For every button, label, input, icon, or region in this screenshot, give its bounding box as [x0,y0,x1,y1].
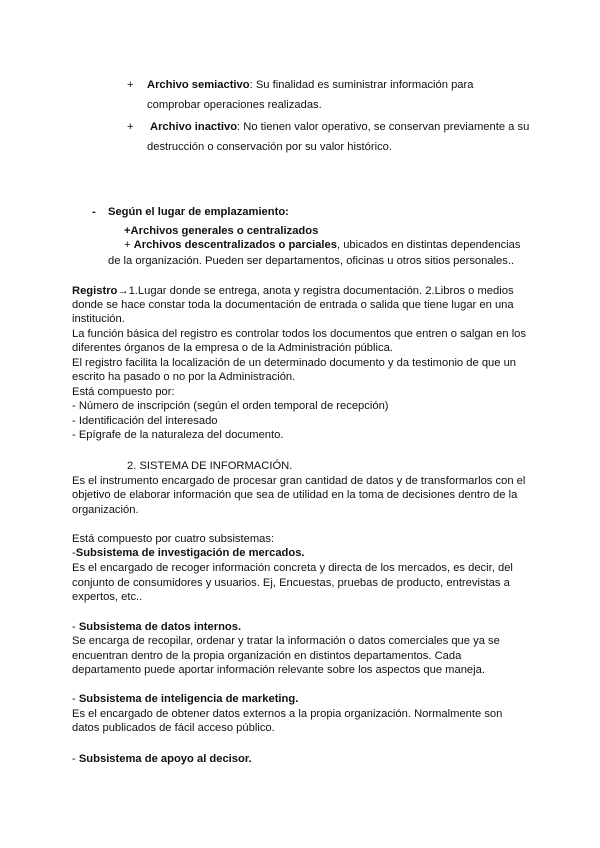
paragraph-line: Es el instrumento encargado de procesar gran cantidad de datos y de transformarlos con el [72,475,526,487]
paragraph-line: Está compuesto por cuatro subsistemas: [72,533,275,545]
bullet-marker: + [127,121,134,133]
paragraph-line: donde se hace constar toda la documentación de entrada o salida que tiene lugar en una [72,299,514,311]
paragraph-line: Se encarga de recopilar, ordenar y tratar la información o datos comerciales que ya se [72,635,500,647]
paragraph-line: Está compuesto por: [72,386,175,398]
paragraph-line: objetivo de elaborar información que sea de utilidad en la toma de decisiones dentro de la [72,489,518,501]
paragraph-line: El registro facilita la localización de un determinado documento y da testimonio de que un [72,357,517,369]
bullet-archivo-semiactivo: Archivo semiactivo: Su finalidad es suministrar información para [147,79,474,91]
subsystem-heading-inteligencia: - Subsistema de inteligencia de marketing. [72,693,299,705]
paragraph-line: datos publicados de fácil acceso público. [72,722,275,734]
subsystem-heading-investigacion: -Subsistema de investigación de mercados. [72,547,305,559]
bullet-continuation: comprobar operaciones realizadas. [147,99,322,111]
paragraph-line: La función básica del registro es controlar todos los documentos que entren o salgan en los [72,328,526,340]
bullet-continuation: destrucción o conservación por su valor histórico. [147,141,392,153]
section-heading-lugar: Según el lugar de emplazamiento: [108,206,289,218]
paragraph-line: expertos, etc.. [72,591,143,603]
paragraph-line: diferentes órganos de la empresa o de la Administración pública. [72,342,393,354]
section-heading-sistema: 2. SISTEMA DE INFORMACIÓN. [127,460,293,472]
registro-definition: Registro→1.Lugar donde se entrega, anota y registra documentación. 2.Libros o medios [72,285,514,297]
list-dash: - [92,206,96,218]
list-item-archivos-generales: +Archivos generales o centralizados [124,225,319,237]
list-item-continuation: de la organización. Pueden ser departamentos, oficinas u otros sitios personales.. [108,255,515,267]
list-item: - Número de inscripción (según el orden temporal de recepción) [72,400,389,412]
list-item: - Epígrafe de la naturaleza del documento. [72,429,284,441]
paragraph-line: institución. [72,313,125,325]
subsystem-heading-apoyo-decisor: - Subsistema de apoyo al decisor. [72,753,252,765]
list-item: - Identificación del interesado [72,415,218,427]
list-item-archivos-descentralizados: + Archivos descentralizados o parciales, ubicados en distintas dependencias [124,239,521,251]
paragraph-line: escrito ha pasado o no por la Administración. [72,371,296,383]
paragraph-line: departamento puede aportar información relevante sobre los aspectos que maneja. [72,664,485,676]
paragraph-line: organización. [72,504,139,516]
bullet-archivo-inactivo: Archivo inactivo: No tienen valor operativo, se conservan previamente a su [150,121,530,133]
subsystem-heading-datos-internos: - Subsistema de datos internos. [72,621,242,633]
bullet-marker: + [127,79,134,91]
paragraph-line: encuentran dentro de la propia organización en distintos departamentos. Cada [72,650,462,662]
paragraph-line: Es el encargado de recoger información concreta y directa de los mercados, es decir, del [72,562,513,574]
paragraph-line: conjunto de consumidores y usuarios. Ej, Encuestas, pruebas de producto, entrevistas a [72,577,510,589]
paragraph-line: Es el encargado de obtener datos externos a la propia organización. Normalmente son [72,708,503,720]
